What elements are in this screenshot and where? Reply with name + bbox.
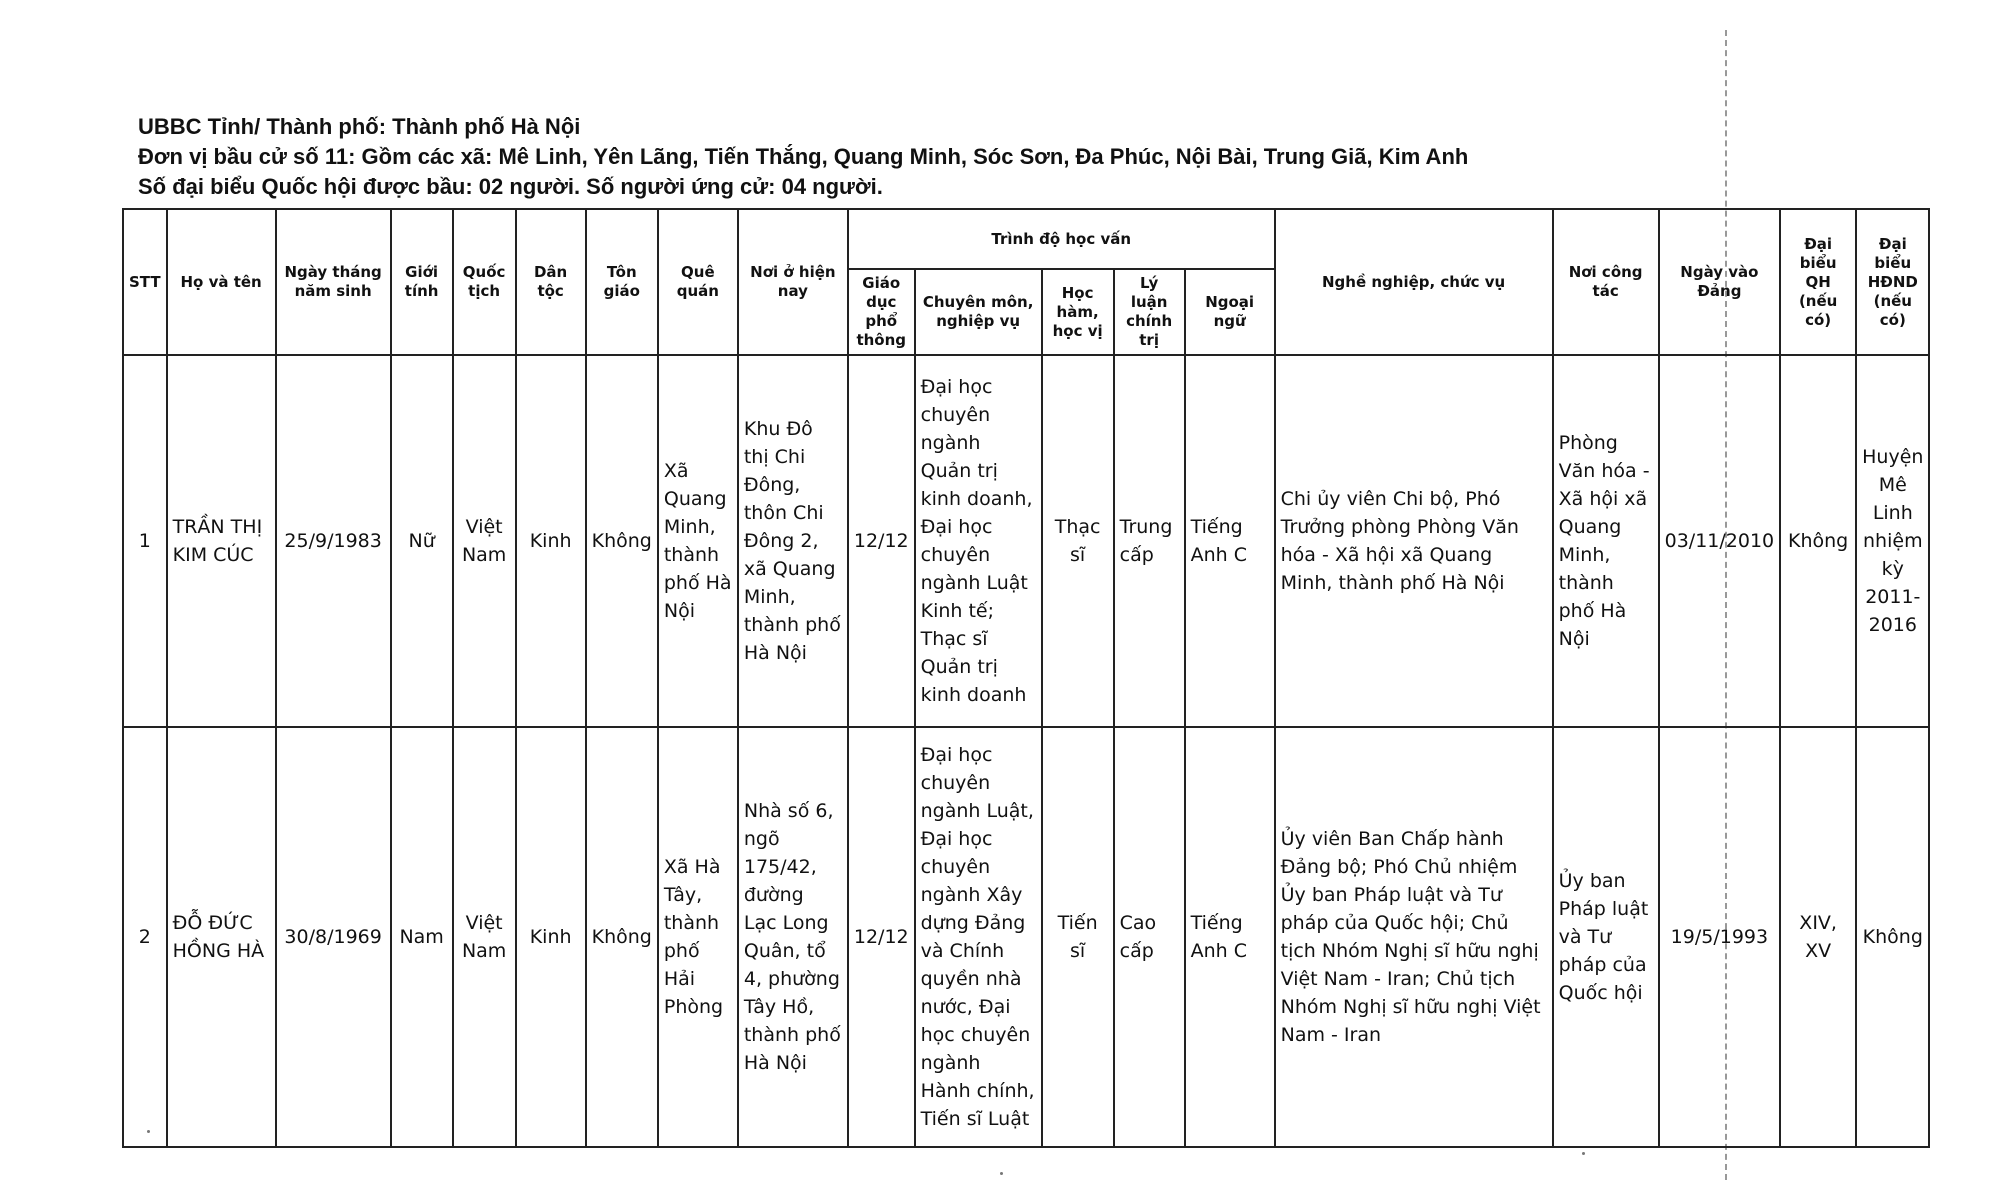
constituency-line: Đơn vị bầu cử số 11: Gồm các xã: Mê Linh, Yên Lãng, Tiến Thắng, Quang Minh, Sóc Sơn, Đa Phúc, Nội Bài, Trung Giã, Kim Anh [138,144,1469,169]
col-header-academic: Học hàm, học vị [1042,269,1114,355]
col-header-religion: Tôn giáo [586,209,658,355]
document-header [138,112,1468,202]
scan-speck [1582,1152,1585,1155]
cell-specialty: Đại học chuyên ngành Luật, Đại học chuyên ngành Xây dựng Đảng và Chính quyền nhà nước, Đại học chuyên ngành Hành chính, Tiến sĩ Luật [915,727,1042,1147]
cell-party-date: 19/5/1993 [1659,727,1781,1147]
cell-academic: Tiến sĩ [1042,727,1114,1147]
cell-workplace: Phòng Văn hóa - Xã hội xã Quang Minh, thành phố Hà Nội [1553,355,1659,727]
col-header-residence: Nơi ở hiện nay [738,209,848,355]
cell-gender: Nam [391,727,453,1147]
cell-stt: 1 [123,355,167,727]
col-header-specialty: Chuyên môn, nghiệp vụ [915,269,1042,355]
cell-occupation: Ủy viên Ban Chấp hành Đảng bộ; Phó Chủ nhiệm Ủy ban Pháp luật và Tư pháp của Quốc hội; Chủ tịch Nhóm Nghị sĩ hữu nghị Việt Nam - Iran; Chủ tịch Nhóm Nghị sĩ hữu nghị Việt Nam - Iran [1275,727,1553,1147]
cell-politics: Cao cấp [1114,727,1185,1147]
col-header-na-delegate: Đại biểu QH (nếu có) [1780,209,1856,355]
col-header-stt: STT [123,209,167,355]
cell-politics: Trung cấp [1114,355,1185,727]
col-header-council-delegate: Đại biểu HĐND (nếu có) [1856,209,1929,355]
cell-academic: Thạc sĩ [1042,355,1114,727]
cell-council-delegate: Không [1856,727,1929,1147]
table-header-row [123,209,1929,269]
col-header-party-date: Ngày vào Đảng [1659,209,1781,355]
cell-name: TRẦN THỊ KIM CÚC [167,355,276,727]
col-header-language: Ngoại ngữ [1185,269,1275,355]
cell-nationality: Việt Nam [453,727,516,1147]
cell-party-date: 03/11/2010 [1659,355,1781,727]
cell-workplace: Ủy ban Pháp luật và Tư pháp của Quốc hội [1553,727,1659,1147]
candidate-table [122,208,1930,1148]
cell-language: Tiếng Anh C [1185,727,1275,1147]
col-header-dob: Ngày tháng năm sinh [276,209,391,355]
cell-general-edu: 12/12 [848,355,915,727]
cell-dob: 25/9/1983 [276,355,391,727]
col-header-workplace: Nơi công tác [1553,209,1659,355]
cell-hometown: Xã Hà Tây, thành phố Hải Phòng [658,727,738,1147]
cell-nationality: Việt Nam [453,355,516,727]
col-header-general-edu: Giáo dục phổ thông [848,269,915,355]
cell-hometown: Xã Quang Minh, thành phố Hà Nội [658,355,738,727]
cell-stt: 2 [123,727,167,1147]
table-row [123,355,1929,727]
cell-specialty: Đại học chuyên ngành Quản trị kinh doanh, Đại học chuyên ngành Luật Kinh tế; Thạc sĩ Quản trị kinh doanh [915,355,1042,727]
col-header-hometown: Quê quán [658,209,738,355]
col-header-politics: Lý luận chính trị [1114,269,1185,355]
cell-council-delegate: Huyện Mê Linh nhiệm kỳ 2011-2016 [1856,355,1929,727]
cell-religion: Không [586,355,658,727]
cell-gender: Nữ [391,355,453,727]
cell-na-delegate: XIV, XV [1780,727,1856,1147]
cell-residence: Nhà số 6, ngõ 175/42, đường Lạc Long Quân, tổ 4, phường Tây Hồ, thành phố Hà Nội [738,727,848,1147]
cell-residence: Khu Đô thị Chi Đông, thôn Chi Đông 2, xã Quang Minh, thành phố Hà Nội [738,355,848,727]
col-header-education-group: Trình độ học vấn [848,209,1275,269]
cell-na-delegate: Không [1780,355,1856,727]
col-header-occupation: Nghề nghiệp, chức vụ [1275,209,1553,355]
cell-dob: 30/8/1969 [276,727,391,1147]
col-header-nationality: Quốc tịch [453,209,516,355]
col-header-ethnicity: Dân tộc [516,209,586,355]
scan-speck [1000,1172,1003,1175]
col-header-gender: Giới tính [391,209,453,355]
cell-name: ĐỖ ĐỨC HỒNG HÀ [167,727,276,1147]
cell-ethnicity: Kinh [516,355,586,727]
cell-general-edu: 12/12 [848,727,915,1147]
col-header-name: Họ và tên [167,209,276,355]
cell-occupation: Chi ủy viên Chi bộ, Phó Trưởng phòng Phòng Văn hóa - Xã hội xã Quang Minh, thành phố Hà Nội [1275,355,1553,727]
cell-religion: Không [586,727,658,1147]
delegate-count-line: Số đại biểu Quốc hội được bầu: 02 người. Số người ứng cử: 04 người. [138,174,883,199]
election-committee-line: UBBC Tỉnh/ Thành phố: Thành phố Hà Nội [138,114,581,139]
cell-language: Tiếng Anh C [1185,355,1275,727]
table-row [123,727,1929,1147]
cell-ethnicity: Kinh [516,727,586,1147]
